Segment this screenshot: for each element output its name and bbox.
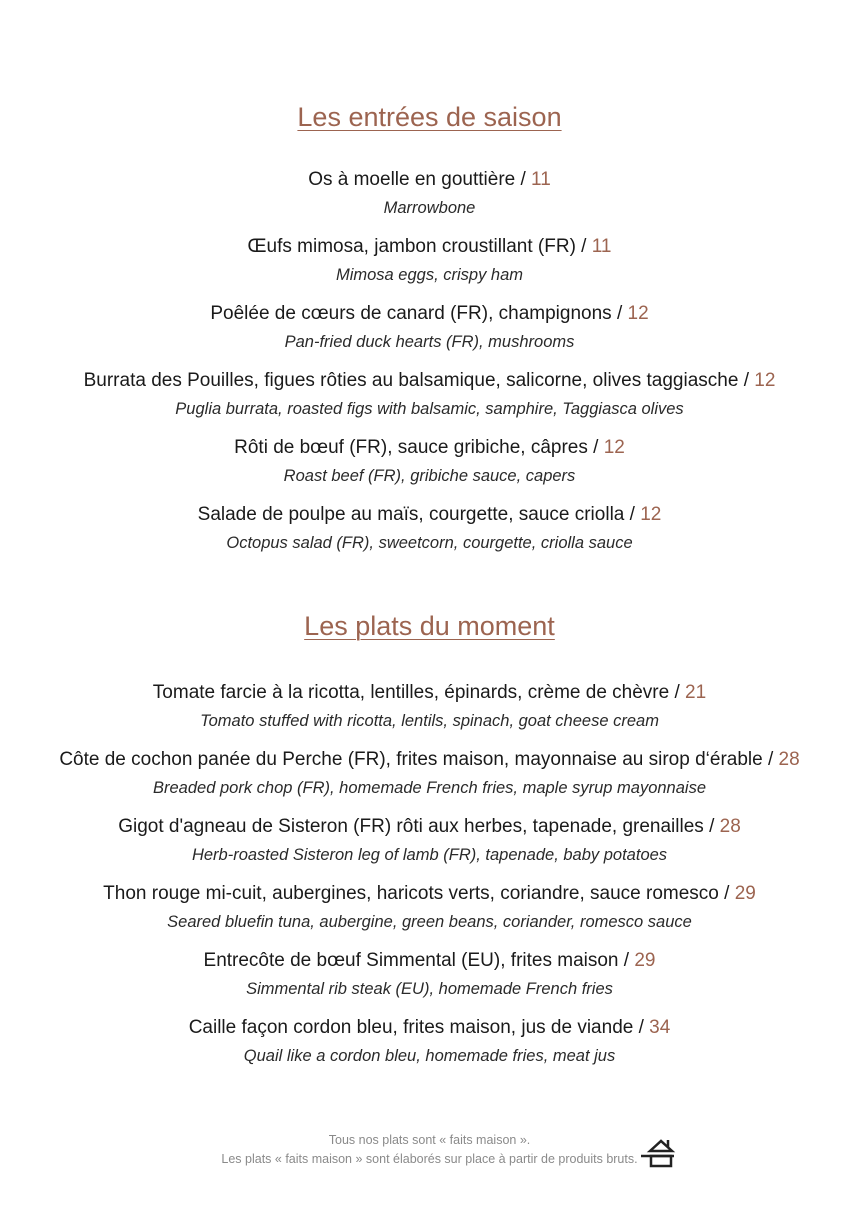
dish-name-fr [0,300,859,328]
dish-name-en: Marrowbone [383,199,476,217]
fait-maison-house-icon [640,1138,676,1168]
section-plats [0,608,859,1081]
dish-name-en: Puglia burrata, roasted figs with balsamic, samphire, Taggiasca olives [175,400,684,418]
dish-name: Burrata des Pouilles, figues rôties au balsamique, salicorne, olives taggiasche / [83,370,755,391]
dish-name-en: Quail like a cordon bleu, homemade fries, meat jus [243,1047,616,1065]
dish-price: 21 [685,682,707,703]
dish-name-en: Mimosa eggs, crispy ham [335,266,524,284]
dish-name: Côte de cochon panée du Perche (FR), frites maison, mayonnaise au sirop d‘érable / [59,749,779,770]
dish-price: 12 [640,504,662,525]
menu-item [0,1014,859,1081]
dish-name-fr [0,880,859,908]
dish-name-en: Tomato stuffed with ricotta, lentils, spinach, goat cheese cream [200,712,659,730]
dish-price: 11 [591,236,612,257]
dish-name-en: Octopus salad (FR), sweetcorn, courgette, criolla sauce [226,534,633,552]
menu-item [0,501,859,568]
dish-price: 12 [754,370,776,391]
menu-item [0,434,859,501]
dish-name-fr [0,434,859,462]
dish-name-fr [0,501,859,529]
menu-item [0,166,859,233]
dish-name-fr [0,746,859,774]
dish-name: Caille façon cordon bleu, frites maison, jus de viande / [188,1017,650,1038]
dish-name-en: Roast beef (FR), gribiche sauce, capers [283,467,576,485]
dish-name-fr [0,166,859,194]
dish-name-en: Seared bluefin tuna, aubergine, green beans, coriander, romesco sauce [167,913,692,931]
dish-price: 28 [778,749,800,770]
dish-name: Gigot d'agneau de Sisteron (FR) rôti aux herbes, tapenade, grenailles / [118,816,720,837]
footer-line-2: Les plats « faits maison » sont élaborés sur place à partir de produits bruts. [221,1152,638,1166]
dish-name: Os à moelle en gouttière / [308,169,532,190]
dish-name: Entrecôte de bœuf Simmental (EU), frites maison / [203,950,635,971]
dish-name-fr [0,679,859,707]
dish-price: 11 [531,169,551,190]
menu-item [0,947,859,1014]
dish-name-en: Simmental rib steak (EU), homemade French fries [246,980,613,998]
dish-price: 34 [649,1017,671,1038]
dish-name-en: Herb-roasted Sisteron leg of lamb (FR), tapenade, baby potatoes [191,846,668,864]
dish-price: 12 [627,303,649,324]
dish-name: Thon rouge mi-cuit, aubergines, haricots verts, coriandre, sauce romesco / [103,883,735,904]
dish-price: 12 [603,437,625,458]
menu-item [0,300,859,367]
menu-item [0,233,859,300]
dish-name: Poêlée de cœurs de canard (FR), champignons / [210,303,628,324]
footer-line-1: Tous nos plats sont « faits maison ». [328,1133,531,1147]
menu-item [0,880,859,947]
section-title: Les entrées de saison [297,102,562,132]
dish-name: Rôti de bœuf (FR), sauce gribiche, câpres / [234,437,604,458]
menu-item [0,367,859,434]
dish-name-en: Breaded pork chop (FR), homemade French fries, maple syrup mayonnaise [153,779,706,797]
dish-name-fr [0,947,859,975]
dish-name-en: Pan-fried duck hearts (FR), mushrooms [284,333,575,351]
section-title: Les plats du moment [304,611,555,641]
dish-name: Salade de poulpe au maïs, courgette, sauce criolla / [197,504,641,525]
dish-name-fr [0,813,859,841]
dish-price: 29 [634,950,656,971]
dish-name-fr [0,233,859,261]
dish-name: Œufs mimosa, jambon croustillant (FR) / [247,236,592,257]
menu-item [0,813,859,880]
menu-page [0,99,859,1081]
dish-price: 29 [734,883,756,904]
menu-item [0,746,859,813]
section-entrees [0,99,859,568]
dish-name-fr [0,1014,859,1042]
footer-note [0,1131,859,1169]
dish-name-fr [0,367,859,395]
dish-name: Tomate farcie à la ricotta, lentilles, épinards, crème de chèvre / [152,682,686,703]
dish-price: 28 [719,816,741,837]
menu-item [0,679,859,746]
